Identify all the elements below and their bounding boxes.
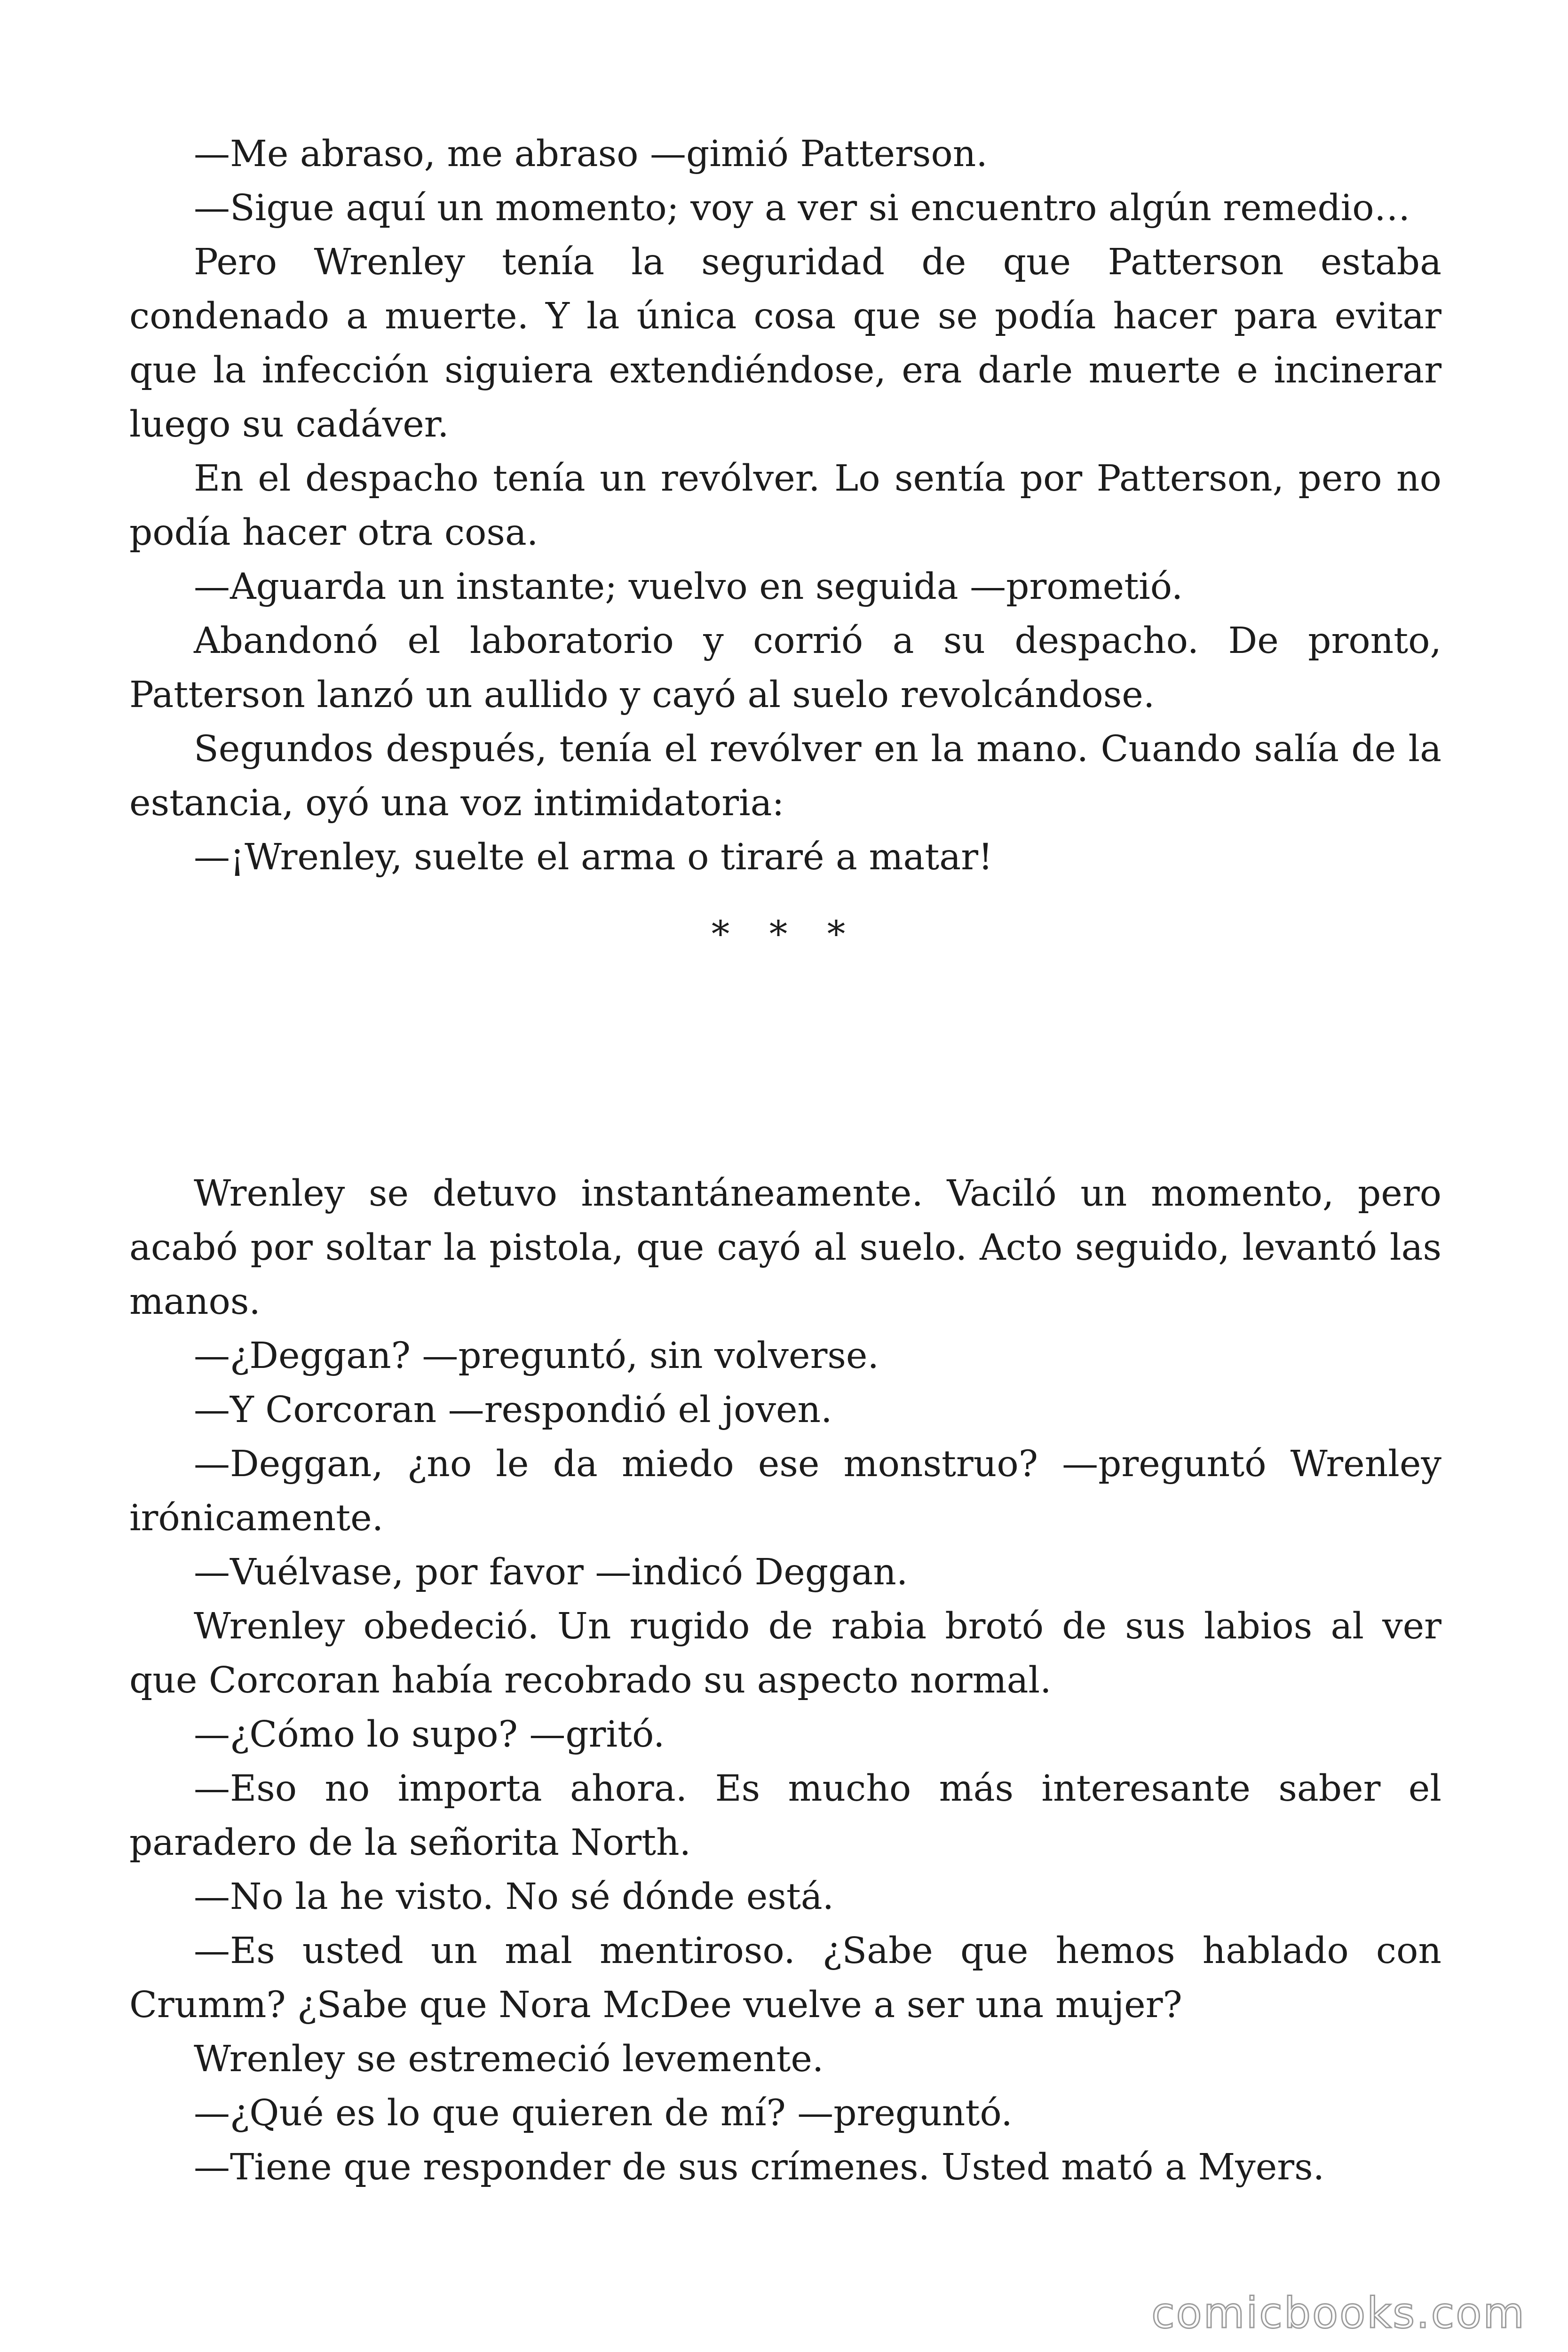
paragraph: —Tiene que responder de sus crímenes. Usted mató a Myers. [194, 2146, 1325, 2188]
paragraph: En el despacho tenía un revólver. Lo sentía por Patterson, pero no podía hacer otra cosa. [129, 458, 1441, 554]
paragraph: —No la he visto. No sé dónde está. [194, 1876, 834, 1918]
paragraph: —¿Qué es lo que quieren de mí? —preguntó. [194, 2092, 1013, 2134]
paragraph: Abandonó el laboratorio y corrió a su despacho. De pronto, Patterson lanzó un aullido y cayó al suelo revolcándose. [129, 620, 1441, 716]
paragraph: —Eso no importa ahora. Es mucho más interesante saber el paradero de la señorita North. [129, 1768, 1441, 1864]
watermark-logo: comicbooks.com [1151, 2288, 1526, 2338]
paragraph: Wrenley obedeció. Un rugido de rabia brotó de sus labios al ver que Corcoran había recobrado su aspecto normal. [129, 1605, 1441, 1701]
paragraph: Wrenley se detuvo instantáneamente. Vaciló un momento, pero acabó por soltar la pistola, que cayó al suelo. Acto seguido, levantó las manos. [129, 1173, 1441, 1323]
paragraph: —Deggan, ¿no le da miedo ese monstruo? —preguntó Wrenley irónicamente. [129, 1443, 1441, 1539]
paragraph: —Aguarda un instante; vuelvo en seguida —prometió. [194, 566, 1183, 608]
paragraphs-before [129, 127, 1441, 884]
paragraph: Segundos después, tenía el revólver en la mano. Cuando salía de la estancia, oyó una voz intimidatoria: [129, 728, 1441, 824]
paragraph: —¿Deggan? —preguntó, sin volverse. [194, 1335, 879, 1377]
paragraph: —Vuélvase, por favor —indicó Deggan. [194, 1551, 908, 1593]
paragraph: Wrenley se estremeció levemente. [194, 2038, 824, 2080]
paragraph: —Es usted un mal mentiroso. ¿Sabe que hemos hablado con Crumm? ¿Sabe que Nora McDee vuelve a ser una mujer? [129, 1930, 1441, 2026]
paragraph: —Sigue aquí un momento; voy a ver si encuentro algún remedio… [194, 187, 1410, 229]
paragraph: —Y Corcoran —respondió el joven. [194, 1389, 832, 1431]
scene-separator: * * * [711, 914, 860, 955]
document-page [129, 127, 1441, 2194]
paragraphs-after [129, 1167, 1441, 2194]
paragraph: —¿Cómo lo supo? —gritó. [194, 1714, 665, 1756]
paragraph: —¡Wrenley, suelte el arma o tiraré a matar! [194, 836, 993, 878]
paragraph: —Me abraso, me abraso —gimió Patterson. [194, 133, 988, 175]
paragraph: Pero Wrenley tenía la seguridad de que Patterson estaba condenado a muerte. Y la única cosa que se podía hacer para evitar que la infección siguiera extendiéndose, era darle muerte e incinerar luego su cadáver. [129, 241, 1441, 445]
